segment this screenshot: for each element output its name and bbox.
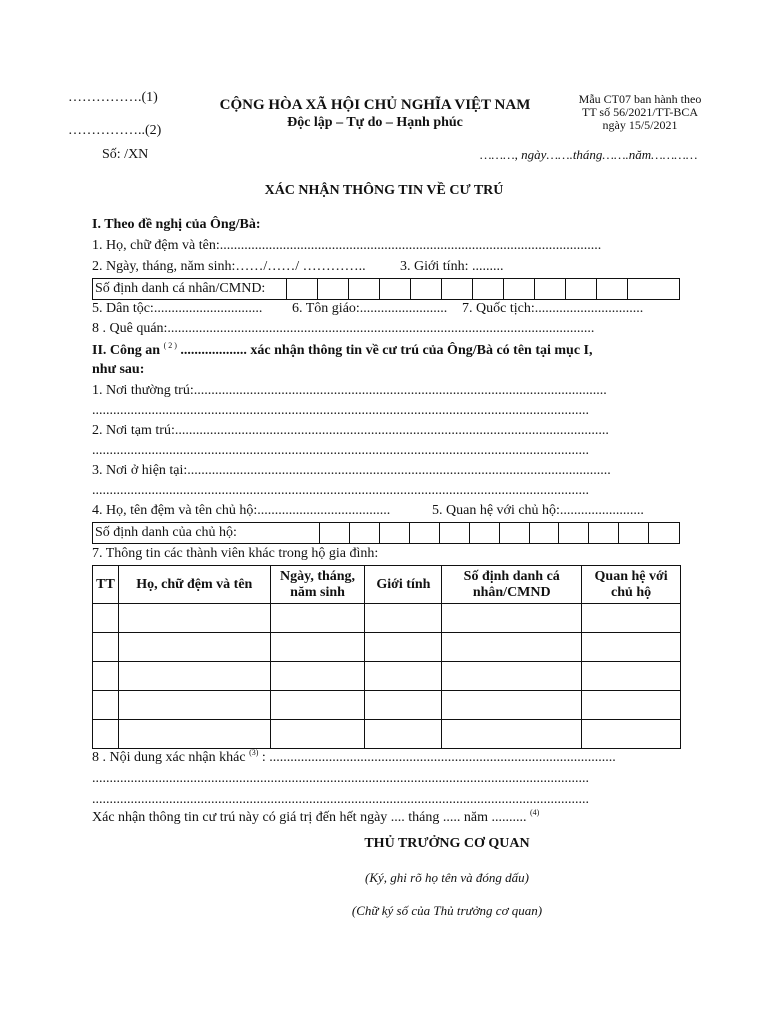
id-digit-box <box>410 279 441 299</box>
id-digit-box <box>317 279 348 299</box>
form-reference-1: Mẫu CT07 ban hành theo <box>578 92 702 106</box>
validity-text: Xác nhận thông tin cư trú này có giá trị đến hết ngày .... tháng ..... năm .......... <box>92 810 527 825</box>
household-head-id-label: Số định danh của chủ hộ: <box>95 525 237 540</box>
gender-field: 3. Giới tính: ......... <box>400 259 504 274</box>
permanent-residence-cont: .............................................................................................................................................. <box>92 403 589 418</box>
other-confirmation-cont-2: .............................................................................................................................................. <box>92 792 589 807</box>
id-digit-box <box>441 279 472 299</box>
document-title: XÁC NHẬN THÔNG TIN VỀ CƯ TRÚ <box>264 183 504 198</box>
id-digit-box <box>379 523 409 543</box>
form-reference-3: ngày 15/5/2021 <box>602 118 678 132</box>
table-header-row <box>93 566 681 604</box>
id-digit-box <box>558 523 588 543</box>
col-header-index: TT <box>93 566 119 604</box>
signature-note: (Ký, ghi rõ họ tên và đóng dấu) <box>365 870 529 885</box>
section-1-heading: I. Theo đề nghị của Ông/Bà: <box>92 217 261 232</box>
validity-statement <box>92 810 539 826</box>
ethnicity-field: 5. Dân tộc:............................... <box>92 301 263 316</box>
relation-to-head-field: 5. Quan hệ với chủ hộ:........................ <box>432 503 644 518</box>
col-header-date-of-birth: Ngày, tháng, năm sinh <box>270 566 365 604</box>
other-confirmation-label: 8 . Nội dung xác nhận khác <box>92 750 246 765</box>
id-digit-box <box>648 523 679 543</box>
agency-line-1: …………….(1) <box>68 90 158 105</box>
footnote-3-marker: (3) <box>249 748 259 757</box>
current-residence-field: 3. Nơi ở hiện tại:......................................................................................................................... <box>92 463 611 478</box>
id-digit-box <box>469 523 499 543</box>
id-digit-box <box>409 523 439 543</box>
id-digit-box <box>588 523 618 543</box>
section-2-heading-end: ................... xác nhận thông tin về cư trú của Ông/Bà có tên tại mục I, <box>180 343 593 358</box>
id-digit-box <box>529 523 559 543</box>
id-digit-box <box>319 523 349 543</box>
other-confirmation-dots: : ................................................................................................... <box>261 750 616 765</box>
section-2-heading-start: II. Công an <box>92 343 161 358</box>
id-digit-box <box>472 279 503 299</box>
id-digit-box <box>439 523 469 543</box>
footnote-4-marker: (4) <box>530 808 540 817</box>
footnote-2-marker: ( 2 ) <box>163 341 177 350</box>
id-digit-box <box>618 523 648 543</box>
id-digit-box <box>503 279 534 299</box>
current-residence-cont: .............................................................................................................................................. <box>92 483 589 498</box>
id-digit-box <box>534 279 565 299</box>
hometown-field: 8 . Quê quán:.......................................................................................................................... <box>92 321 595 336</box>
table-row <box>93 720 681 749</box>
nation-title: CỘNG HÒA XÃ HỘI CHỦ NGHĨA VIỆT NAM <box>219 97 531 113</box>
table-row <box>93 633 681 662</box>
date-of-birth-field: 2. Ngày, tháng, năm sinh:……/……/ ………….. <box>92 259 366 274</box>
signature-title: THỦ TRƯỞNG CƠ QUAN <box>364 836 530 851</box>
col-header-personal-id: Số định danh cá nhân/CMND <box>442 566 582 604</box>
table-row <box>93 691 681 720</box>
col-header-gender: Giới tính <box>365 566 442 604</box>
id-digit-box <box>499 523 529 543</box>
id-digit-box <box>565 279 596 299</box>
personal-id-label: Số định danh cá nhân/CMND: <box>95 281 266 296</box>
nationality-field: 7. Quốc tịch:............................... <box>462 301 644 316</box>
household-head-name-field: 4. Họ, tên đệm và tên chủ hộ:...................................... <box>92 503 391 518</box>
digital-signature-note: (Chữ ký số của Thủ trưởng cơ quan) <box>351 903 543 918</box>
household-members-label: 7. Thông tin các thành viên khác trong hộ gia đình: <box>92 546 379 561</box>
id-digit-box <box>349 523 379 543</box>
other-confirmation-field <box>92 750 616 766</box>
full-name-field: 1. Họ, chữ đệm và tên:............................................................................................................. <box>92 238 602 253</box>
id-digit-box <box>348 279 379 299</box>
household-head-id-grid <box>92 522 680 544</box>
id-digit-box <box>286 279 317 299</box>
document-number: Số: /XN <box>102 147 149 162</box>
temporary-residence-field: 2. Nơi tạm trú:............................................................................................................................ <box>92 423 609 438</box>
other-confirmation-cont-1: .............................................................................................................................................. <box>92 771 589 786</box>
religion-field: 6. Tôn giáo:......................... <box>292 301 448 316</box>
col-header-full-name: Họ, chữ đệm và tên <box>118 566 270 604</box>
col-header-relation: Quan hệ với chủ hộ <box>582 566 681 604</box>
agency-line-2: ……………..(2) <box>68 123 162 138</box>
section-2-heading <box>92 343 593 359</box>
temporary-residence-cont: .............................................................................................................................................. <box>92 443 589 458</box>
table-row <box>93 604 681 633</box>
form-reference-2: TT số 56/2021/TT-BCA <box>581 105 698 119</box>
section-2-heading-cont: như sau: <box>92 362 145 377</box>
id-digit-box <box>379 279 410 299</box>
id-digit-box <box>627 279 657 299</box>
id-digit-box <box>596 279 627 299</box>
personal-id-grid <box>92 278 680 300</box>
national-motto: Độc lập – Tự do – Hạnh phúc <box>287 115 463 130</box>
permanent-residence-field: 1. Nơi thường trú:...................................................................................................................... <box>92 383 607 398</box>
table-row <box>93 662 681 691</box>
household-members-table <box>92 565 681 749</box>
date-line: ………, ngày…….tháng…….năm………… <box>480 147 698 162</box>
